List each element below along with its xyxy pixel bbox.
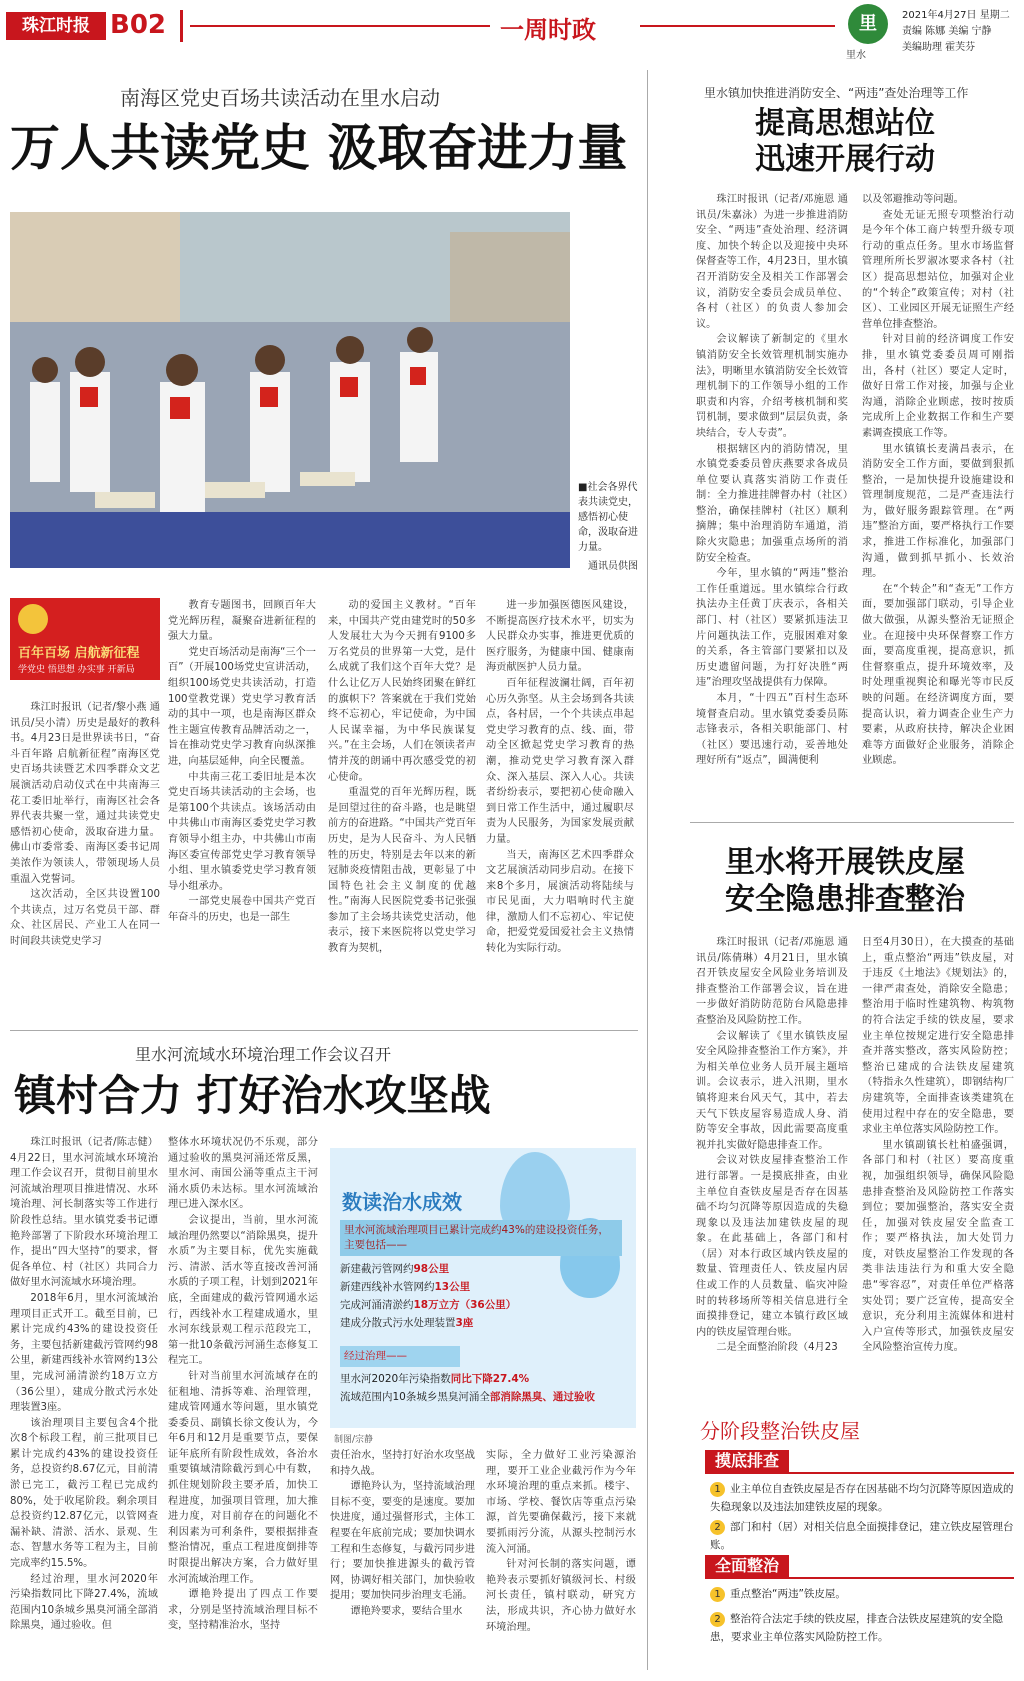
story4-column-4 [486,1448,636,1675]
paragraph: 这次活动，全区共设置100个共读点，过万名党员干部、群众、社区居民、产业工人在同一时间段共读党史学习 [10,889,160,947]
stat-value: 3座 [455,1317,474,1329]
story1-column-3 [328,598,476,970]
infographic-intro: 里水河流域治理项目已累计完成约43%的建设投资任务，主要包括—— [340,1220,622,1256]
paragraph: 珠江时报讯（记者/黎小燕 通讯员/吴小清）历史是最好的教科书。4月23日是世界读书日，“奋斗百年路 启航新征程”南海区党史百场共读暨艺术四季群众文艺展演活动启动仪式在中共南海三花工委旧址举行，南海区社会各界代表共聚一堂，通过共读党史感悟初心使命，汲取奋进力量。佛山市委常委、南海区委书记周美浓作为领读人，带领现场人员重温入党誓词。 [10,702,160,885]
story4-column-2 [168,1135,318,1675]
paragraph: 本月，“十四五”百村生态环境督查启动。里水镇党委委员陈志锋表示，各相关职能部门、村（社区）要迅速行动，妥善地处理好所有“返点”，圆满便利 [696,693,848,767]
steps-title: 分阶段整治铁皮屋 [700,1419,860,1443]
stat-label: 新建西线补水管网约 [340,1281,435,1293]
step-text: 整治符合法定手续的铁皮屋，排查合法铁皮屋建筑的安全隐患，要求业主单位落实风险防控工作。 [710,1613,1003,1643]
section-rule-left [190,25,490,27]
paragraph: 谭艳羚提出了四点工作要求，分别是坚持流域治理目标不变，坚持精准治水，坚持 [168,1589,318,1632]
paragraph: 里水镇副镇长杜柏盛强调，各部门和村（社区）要高度重视，加强组织领导，确保风险隐患排查整治及风险防控工作落实到位；要加强整治，落实安全责任，加强对铁皮屋安全监查工作；要严格执法，加大处罚力度，对铁皮屋整治工作发现的各类非法违法行为和重大安全隐患“零容忍”，对责任单位严格落实处罚；要广泛宣传，提高安全意识，充分利用主流媒体和进村入户宣传等形式，加强铁皮屋安全风险整治宣传力度。 [862,1139,1014,1354]
story4-headline: 镇村合力 打好治水攻坚战 [14,1071,491,1120]
phase2-item-2 [710,1610,1014,1646]
result-label: 里水河2020年污染指数 [340,1373,451,1385]
stat-value: 98公里 [413,1263,450,1275]
phase1-rule [705,1472,1014,1474]
paragraph: 珠江时报讯（记者/陈志健）4月22日，里水河流域水环境治理工作会议召开，贯彻目前里水河流域治理项目推进情况、水环境治理、河长制落实等工作进行阶段性总结。里水镇党委书记谭艳羚部署了下阶段水环境治理工作，提出“四大坚持”的要求，督促各单位、村（社区）共同合力做好里水河流域水环境治理。 [10,1137,158,1289]
seal-caption: 里水 [846,50,866,61]
result-value: 同比下降27.4% [450,1373,530,1385]
stat-label: 新建截污管网约 [340,1263,414,1275]
paragraph: 教育专题图书，回顾百年大党光辉历程，凝聚奋进新征程的强大力量。 [168,600,316,643]
stat-line [340,1260,622,1278]
issue-assistant: 美编助理 霍芙芬 [902,42,976,53]
phase2-rule [705,1577,1014,1579]
section-title: 一周时政 [500,16,596,44]
party-emblem-icon [18,604,48,634]
infographic-credit: 制图/宗静 [334,1435,374,1445]
stat-value: 18万立方（36公里） [413,1299,517,1311]
paragraph: 谭艳羚要求，要结合里水 [350,1605,463,1617]
paragraph: 会议解读了新制定的《里水镇消防安全长效管理机制实施办法》，明晰里水镇消防安全长效管理机制下的工作领导小组的工作职责和内容，介绍考核机制和奖罚机制，要求做到“层层负责，条块结合，专人专责”。 [696,334,848,439]
infographic-panel [330,1148,636,1428]
paragraph: 谭艳羚认为，坚持流域治理目标不变，要变的是速度。要加快进度，通过强督形式，主体工程要在年底前完成；要加快调水工程和生态修复，与截污同步进行；要加快推进源头的截污管网，协调好相关部门，加快验收提用；要加快同步治理支毛涌。 [330,1481,475,1602]
story2-headline-1: 提高思想站位 [755,106,935,141]
story3-column-1 [696,935,848,1400]
step-number-icon: 2 [710,1520,725,1535]
story2-column-1 [696,192,848,782]
story1-caption-text: ■社会各界代表共读党史，感悟初心使命，汲取奋进力量。 [578,482,638,553]
newspaper-logo: 珠江时报 [6,12,106,40]
paragraph: 中共南三花工委旧址是本次党史百场共读活动的主会场，也是第100个共读点。该场活动由中共佛山市南海区委党史学习教育领导小组主办，中共佛山市南海区委宣传部党史学习教育领导小组、里水镇委党史学习教育领导小组承办。 [168,771,316,892]
infographic-after [340,1370,622,1406]
story1-headline: 万人共读党史 汲取奋进力量 [10,118,628,177]
result-label: 流域范围内10条城乡黑臭河涌全 [340,1391,490,1403]
story3-column-2 [862,935,1014,1400]
paragraph: 里水镇镇长麦满昌表示，在消防安全工作方面，要做到狠抓整治，一是加快提升设施建设和管理制度规范，二是严查违法行为，做好服务跟踪管理。在“两违”整治方面，要严格执行工作要求，推进工作标准化，加强部门沟通，做到抓早抓小、长效治理。 [862,443,1014,580]
issue-meta [902,8,1010,56]
paragraph: 动的爱国主义教材。“百年来，中国共产党由建党时的50多人发展壮大为今天拥有9100多万名党员的世界第一大党，是什么成就了我们这个百年大党？是什么让亿万人民始终团聚在鲜红的旗帜下？答案就在于我们党始终不忘初心，牢记使命，为中国人民谋幸福，为中华民族谋复兴。”在主会场，人们在领读者声情并茂的朗诵中再次感受党的初心使命。 [328,600,476,783]
stat-label: 建成分散式污水处理装置 [340,1317,456,1329]
step-text: 部门和村（居）对相关信息全面摸排登记，建立铁皮屋管理台账。 [710,1521,1014,1551]
phase1-label: 摸底排查 [705,1450,789,1472]
paragraph: 实际，全力做好工业污染源治理，要开工业企业截污作为今年水环境治理的重点来抓。楼宇、市场、学校、餐饮店等重点污染源，首先要确保截污，接下来就要抓雨污分流，从源头控制污水流入河涌。 [486,1450,636,1555]
story2-headline-2: 迅速开展行动 [755,142,935,177]
paragraph: 以及邻避推动等问题。 [862,194,964,205]
story1-column-4 [486,598,634,970]
infographic-list [340,1260,622,1332]
column-divider [647,70,648,1670]
paragraph: 会议对铁皮屋排查整治工作进行部署。一是摸底排查，由业主单位自查铁皮屋是否存在因基础不均匀沉降等原因造成的失稳现象以及违法加建铁皮屋的现象。在此基础上，各部门和村（居）对本行政区域内铁皮屋的数量、管理责任人、铁皮屋内居住或工作的人员数量、临灾冲险时的转移场所等相关信息进行全面摸排登记，建立本镇行政区域内的铁皮屋管理台账。 [696,1155,848,1338]
header-divider [180,10,183,42]
paragraph: 查处无证无照专项整治行动是今年个体工商户转型升级专项行动的重点任务。里水市场监督管理所所长罗淑冰要求各村（社区）提高思想站位，加强对企业的“个转企”政策宣传；对村（社区）、工业园区开展无证照生产经营单位排查整治。 [862,209,1014,330]
result-line [340,1388,622,1406]
story3-headline-1: 里水将开展铁皮屋 [725,845,965,880]
paragraph: 重温党的百年光辉历程，既是回望过往的奋斗路，也是眺望前方的奋进路。“中国共产党百年历史，是为人民奋斗、为人民牺牲的历史，特别是去年以来的新冠肺炎疫情阻击战，更彰显了中国特色社会主义制度的优越性。”南海人民医院党委书记张强参加了主会场共读党史活动，他表示，接下来医院将以党史学习教育为契机， [328,787,476,955]
paragraph: 今年，里水镇的“两违”整治工作任重道远。里水镇综合行政执法办主任黄丁庆表示，各相关部门、村（社区）要紧抓违法卫片问题执法工作，克服困难对象的关系，各主管部门要紧扣以及历史遗留问题，为打好决胜“两违”治理攻坚战提供有力保障。 [696,568,848,689]
paragraph: 整体水环境状况仍不乐观，部分通过验收的黑臭河涌还常反黑，里水河、南国公涌等重点主干河涌水质仍未达标。里水河流域治理已进入深水区。 [168,1137,318,1211]
step-number-icon: 2 [710,1612,725,1627]
story1-photo [10,212,570,568]
infographic-after-title: 经过治理—— [340,1346,460,1367]
paragraph: 一部党史展卷中国共产党百年奋斗的历史，也是一部生 [168,896,316,923]
town-seal-icon: 里 [848,4,888,44]
stat-label: 完成河涌清淤约 [340,1299,414,1311]
story-divider [690,822,1014,823]
page-number: B02 [110,10,166,40]
stat-value: 13公里 [434,1281,471,1293]
phase1-item-2 [710,1518,1014,1554]
paragraph: 进一步加强医德医风建设，不断提高医疗技术水平，切实为人民群众办实事，推进更优质的医疗服务，为健康中国、健康南海贡献医护人员力量。 [486,600,634,674]
stat-line [340,1314,622,1332]
story1-kicker: 南海区党史百场共读活动在里水启动 [120,86,440,110]
story1-column-2 [168,598,316,970]
issue-date: 2021年4月27日 星期二 [902,10,1010,21]
step-number-icon: 1 [710,1482,725,1497]
paragraph: 针对河长制的落实问题，谭艳羚表示要抓好镇级河长、村级河长责任，镇村联动，研究方法，形成共识，齐心协力做好水环境治理。 [486,1559,636,1633]
story2-column-2 [862,192,1014,782]
stat-line [340,1278,622,1296]
reading-crowd-image [10,212,570,568]
story1-photo-credit: 通讯员供图 [588,561,638,572]
story4-kicker: 里水河流域水环境治理工作会议召开 [135,1045,392,1064]
result-value: 部消除黑臭、通过验收 [489,1391,595,1403]
story4-column-3 [330,1448,475,1675]
step-number-icon: 1 [710,1587,725,1602]
story4-column-1 [10,1135,158,1675]
paragraph: 百年征程波澜壮阔，百年初心历久弥坚。从主会场到各共读点，各村居，一个个共读点串起党史学习教育的点、线、面，带动全区掀起党史学习教育的热潮，推动党史学习教育深入群众、深入基层、深入人心。共读者纷纷表示，要把初心使命融入到日常工作生活中，通过履职尽责为人民服务，为国家发展贡献力量。 [486,677,634,845]
paragraph: 根据辖区内的消防情况，里水镇党委委员曾庆燕要求各成员单位要认真落实消防工作责任制：全力推进挂牌督办村（社区）整治，确保挂牌村（社区）顺利摘牌；集中治理消防车通道，消除火灾隐患；加强重点场所的消防安全检查。 [696,443,848,564]
badge-title: 百年百场 启航新征程 [18,646,140,661]
paragraph: 会议提出，当前，里水河流域治理仍然要以“消除黑臭，提升水质”为主要目标，优先实施截污、清淤、活水等直接改善河涌水质的子项工程，计划到2021年底，全面建成的截污管网通水运行，西线补水工程建成通水，里水河东线景观工程示范段完工，第一批10条截污河涌生态修复工程完工。 [168,1214,318,1367]
paragraph: 珠江时报讯（记者/邓施恩 通讯员/朱嘉泳）为进一步推进消防安全、“两违”查处治理、经济调度、加快个转企以及迎接中央环保督查等工作，4月23日，里水镇召开消防安全及相关工作部署会议，消防安全委员会成员单位、各村（社区）的负责人参加会议。 [696,194,848,330]
issue-editors: 责编 陈娜 美编 宁静 [902,26,992,37]
story1-caption [578,480,638,574]
paragraph: 在“个转企”和“查无”工作方面，要加强部门联动，引导企业做大做强，从源头整治无证照企业。在迎接中央环保督察工作方面，要高度重视，提高意识，抓住督察重点，提升环境效率，及时处理重视舆论和曝光等市民反映的问题。在经济调度方面，要提高认识，着力调查企业生产力要素，从政府扶持，解决企业困难等方面做好企业服务，消除企业顾虑。 [862,583,1014,767]
paragraph: 党史百场活动是南海“三个一百”（开展100场党史宣讲活动，组织100场党史共读活动，打造100堂教党课）党史学习教育活动的其中一项，也是南海区群众性主题宣传教育品牌活动之一，旨在推动党史学习教育向纵深推进，向基层延伸，向全民覆盖。 [168,646,316,767]
paragraph: 责任治水，坚持打好治水攻坚战和持久战。 [330,1450,475,1477]
paragraph: 珠江时报讯（记者/邓施恩 通讯员/陈倩琳）4月21日，里水镇召开铁皮屋安全风险业务培训及排查整治工作部署会议，旨在进一步做好消防防范防台风隐患排查整治及风险防控工作。 [696,937,848,1026]
paragraph: 2018年6月，里水河流域治理项目正式开工。截至目前，已累计完成约43%的建设投资任务，主要包括新建截污管网约98公里，新建西线补水管网约13公里，完成河涌清淤约18万立方（36公里），建成分散式污水处理装置3座。 [10,1292,158,1414]
section-rule-right [640,25,835,27]
paragraph: 针对目前的经济调度工作安排，里水镇党委委员周可刚指出，各村（社区）要定人定时，做好日常工作对接，加强与企业沟通，消除企业顾虑，按时按质完成所上企业数据工作和生产要素调查摸底工作等。 [862,334,1014,439]
phase1-item-1 [710,1480,1014,1516]
story2-kicker: 里水镇加快推进消防安全、“两违”查处治理等工作 [704,86,969,100]
paragraph: 该治理项目主要包含4个批次8个标段工程，前三批项目已累计完成约43%的建设投资任务，总投资约8.67亿元，目前清淤已完工，截污工程已完成约80%，处于收尾阶段。剩余项目总投资约12.87亿元，以管网查漏补缺、清淤、活水、景观、生态、智慧水务等工程为主，目前完成率约15.5%。 [10,1417,158,1570]
paragraph: 日至4月30日），在大摸查的基础上，重点整治“两违”铁皮屋，对于违反《土地法》《规划法》的，一律严肃查处，消除安全隐患；整治用于临时性建筑物、构筑物的符合法定手续的铁皮屋，要求业主单位按规定进行安全隐患排查并落实整改，落实风险防控；整治已建成的合法铁皮屋建筑（特指永久性建筑），即钢结构厂房建筑等，全面排查该类建筑在使用过程中存在的安全隐患，要求业主单位落实风险防控工作。 [862,937,1014,1136]
infographic-title: 数读治水成效 [342,1190,462,1214]
paragraph: 当天，南海区艺术四季群众文艺展演活动同步启动。在接下来8个多月，展演活动将陆续与市民见面，大力唱响时代主旋律，激励人们不忘初心、牢记使命，把爱党爱国爱社会主义热情转化为实际行动。 [486,849,634,955]
story3-headline-2: 安全隐患排查整治 [725,882,965,917]
story1-event-badge [10,598,160,680]
paragraph: 针对当前里水河流域存在的征租地、清拆等难、治理管理，建成管网通水等问题，里水镇党委委员、副镇长徐文俊认为，今年6月和12月是重要节点，要保证年底所有阶段性成效，各治水重要镇域清除截污到心中有数，抓住规划阶段主要矛盾，加快工程进度，加强项目管理，加大推进力度，对目前存在的问题化不利因素为可利条件，要根据排查整治情况，重点工程进度倒排等时限提出解决方案，合力做好里水河流域治理工作。 [168,1370,318,1585]
phase2-item-1 [710,1585,1014,1603]
step-text: 业主单位自查铁皮屋是否存在因基础不均匀沉降等原因造成的失稳现象以及违法加建铁皮屋的现象。 [710,1483,1014,1513]
paragraph: 会议解读了《里水镇铁皮屋安全风险排查整治工作方案》，并为相关单位业务人员开展主题培训。会议表示，进入汛期，里水镇将迎来台风天气，其中，若去天气下铁皮屋容易造成人身、消防等安全事故，因此需要高度重视并扎实做好隐患排查工作。 [696,1030,848,1151]
paragraph: 二是全面整治阶段（4月23 [716,1342,838,1354]
stat-line [340,1296,622,1314]
result-line [340,1370,622,1388]
story1-column-1 [10,700,160,970]
story-divider [10,1030,638,1031]
paragraph: 经过治理，里水河2020年污染指数同比下降27.4%，流域范围内10条城乡黑臭河涌全部消除黑臭，通过验收。但 [10,1573,158,1632]
step-text: 重点整治“两违”铁皮屋。 [730,1588,846,1600]
phase2-label: 全面整治 [705,1555,789,1577]
badge-subtitle: 学党史 悟思想 办实事 开新局 [18,665,135,675]
